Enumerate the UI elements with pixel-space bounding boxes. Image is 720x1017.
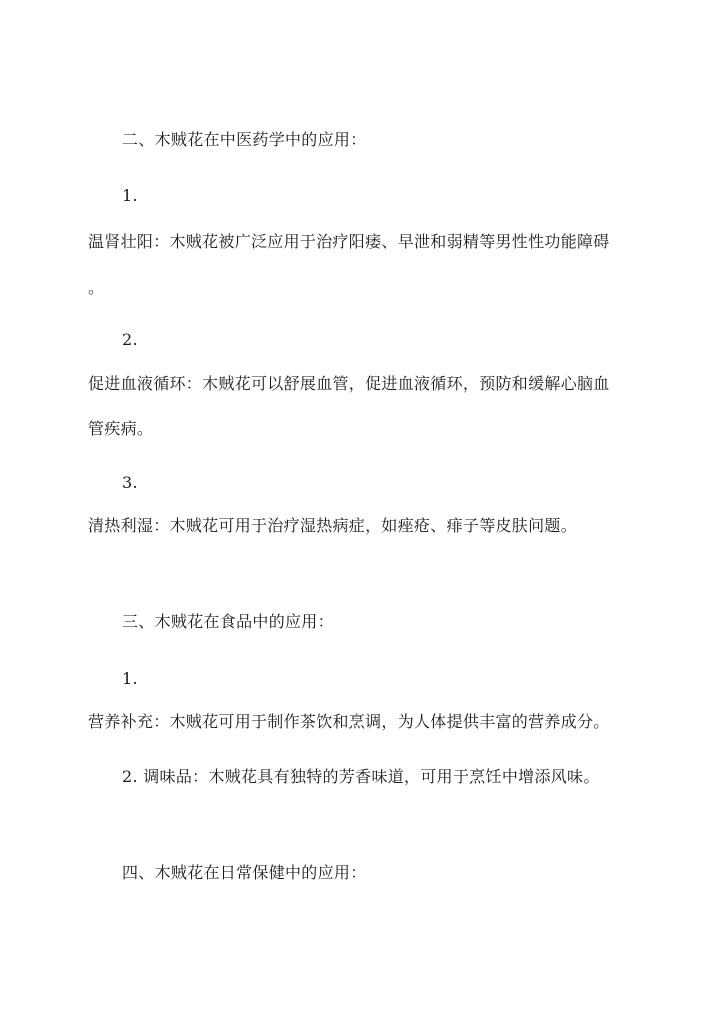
section-heading-2: 二、木贼花在中医药学中的应用： [122,130,367,149]
section-heading-3: 三、木贼花在食品中的应用： [122,612,334,631]
item-text: 营养补充：木贼花可用于制作茶饮和烹调，为人体提供丰富的营养成分。 [88,712,610,731]
item-number: 3. [122,473,138,492]
item-number: 1. [122,186,138,205]
item-text: 温肾壮阳：木贼花被广泛应用于治疗阳痿、早泄和弱精等男性性功能障碍 [88,232,610,251]
item-number: 2. [122,330,138,349]
item-text-continued: 。 [88,278,105,297]
item-text-continued: 管疾病。 [88,419,154,438]
item-text-inline: 2. 调味品：木贼花具有独特的芳香味道，可用于烹饪中增添风味。 [122,767,600,786]
section-heading-4: 四、木贼花在日常保健中的应用： [122,863,367,882]
item-number: 1. [122,669,138,688]
item-text: 促进血液循环：木贼花可以舒展血管，促进血液循环，预防和缓解心脑血 [88,374,610,393]
item-text: 清热利湿：木贼花可用于治疗湿热病症，如痤疮、痱子等皮肤问题。 [88,516,578,535]
